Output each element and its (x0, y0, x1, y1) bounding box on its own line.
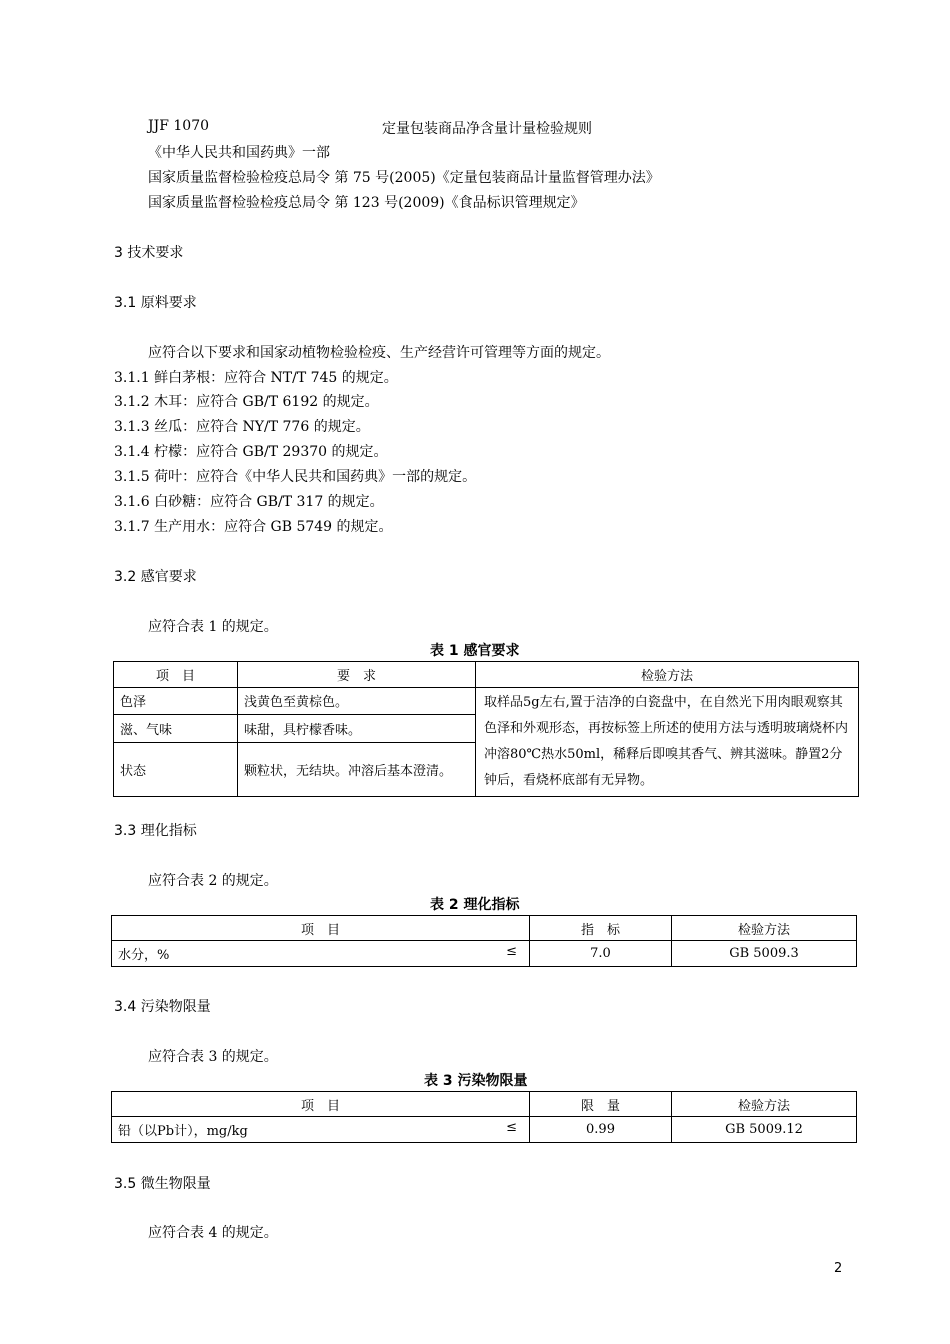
list-item: 3.1.4 柠檬：应符合 GB/T 29370 的规定。 (114, 444, 388, 460)
table-cell: 滋、气味 (114, 714, 238, 742)
table-cell: 颗粒状，无结块。冲溶后基本澄清。 (238, 743, 476, 797)
table-header: 项 目 (112, 916, 530, 941)
paragraph: 应符合表 3 的规定。 (148, 1049, 278, 1065)
paragraph: 应符合以下要求和国家动植物检验检疫、生产经营许可管理等方面的规定。 (148, 345, 610, 361)
table-cell: 0.99 (530, 1117, 672, 1143)
list-item: 3.1.7 生产用水：应符合 GB 5749 的规定。 (114, 519, 393, 535)
table-header: 检验方法 (672, 916, 857, 941)
table-cell (112, 1117, 530, 1143)
table-header: 项 目 (114, 662, 238, 688)
table-caption: 表 3 污染物限量 (424, 1073, 528, 1089)
reference-line (148, 118, 209, 134)
list-item: 3.1.5 荷叶：应符合《中华人民共和国药典》一部的规定。 (114, 469, 477, 485)
table-cell: 状态 (114, 743, 238, 797)
table-row (112, 941, 857, 967)
table-caption: 表 1 感官要求 (430, 643, 520, 659)
list-item: 3.1.6 白砂糖：应符合 GB/T 317 的规定。 (114, 494, 384, 510)
leq-symbol: ≤ (506, 944, 517, 959)
reference-title: 定量包装商品净含量计量检验规则 (382, 121, 592, 137)
paragraph: 应符合表 4 的规定。 (148, 1225, 278, 1241)
list-item: 3.1.1 鲜白茅根：应符合 NT/T 745 的规定。 (114, 370, 398, 386)
table-caption: 表 2 理化指标 (430, 897, 520, 913)
paragraph: 应符合表 2 的规定。 (148, 873, 278, 889)
sensory-table (113, 661, 859, 797)
table-cell: GB 5009.12 (672, 1117, 857, 1143)
section-heading: 3.3 理化指标 (114, 823, 197, 839)
table-cell: GB 5009.3 (672, 941, 857, 967)
table-cell (112, 941, 530, 967)
list-item: 3.1.3 丝瓜：应符合 NY/T 776 的规定。 (114, 419, 370, 435)
table-cell: 浅黄色至黄棕色。 (238, 688, 476, 715)
section-heading: 3.2 感官要求 (114, 569, 197, 585)
table-header: 项 目 (112, 1092, 530, 1117)
leq-symbol: ≤ (506, 1120, 517, 1135)
physchem-table (111, 915, 857, 967)
table-cell-method: 取样品5g左右,置于洁净的白瓷盘中，在自然光下用肉眼观察其色泽和外观形态，再按标签上所述的使用方法与透明玻璃烧杯内冲溶80℃热水50ml，稀释后即嗅其香气、辨其滋味。静置2分钟后，看烧杯底部有无异物。 (476, 688, 859, 797)
table-cell: 7.0 (530, 941, 672, 967)
reference-line: 国家质量监督检验检疫总局令 第 75 号(2005)《定量包装商品计量监督管理办法》 (148, 170, 660, 186)
reference-line: 《中华人民共和国药典》一部 (148, 145, 330, 161)
reference-code: JJF 1070 (148, 118, 210, 134)
contaminant-table (111, 1091, 857, 1143)
table-row (114, 688, 859, 715)
section-heading: 3.4 污染物限量 (114, 999, 211, 1015)
page-number: 2 (834, 1261, 843, 1276)
table-cell: 色泽 (114, 688, 238, 715)
table-header: 指 标 (530, 916, 672, 941)
table-header: 检验方法 (476, 662, 859, 688)
table-cell: 味甜，具柠檬香味。 (238, 714, 476, 742)
list-item: 3.1.2 木耳：应符合 GB/T 6192 的规定。 (114, 394, 379, 410)
paragraph: 应符合表 1 的规定。 (148, 619, 278, 635)
reference-line: 国家质量监督检验检疫总局令 第 123 号(2009)《食品标识管理规定》 (148, 195, 585, 211)
section-heading: 3.1 原料要求 (114, 295, 197, 311)
table-row (112, 1117, 857, 1143)
table-header: 要 求 (238, 662, 476, 688)
section-heading: 3.5 微生物限量 (114, 1176, 211, 1192)
table-header: 限 量 (530, 1092, 672, 1117)
item-label: 铅（以Pb计），mg/kg (118, 1124, 248, 1139)
table-header: 检验方法 (672, 1092, 857, 1117)
item-label: 水分，% (118, 948, 170, 963)
section-heading: 3 技术要求 (114, 245, 184, 261)
